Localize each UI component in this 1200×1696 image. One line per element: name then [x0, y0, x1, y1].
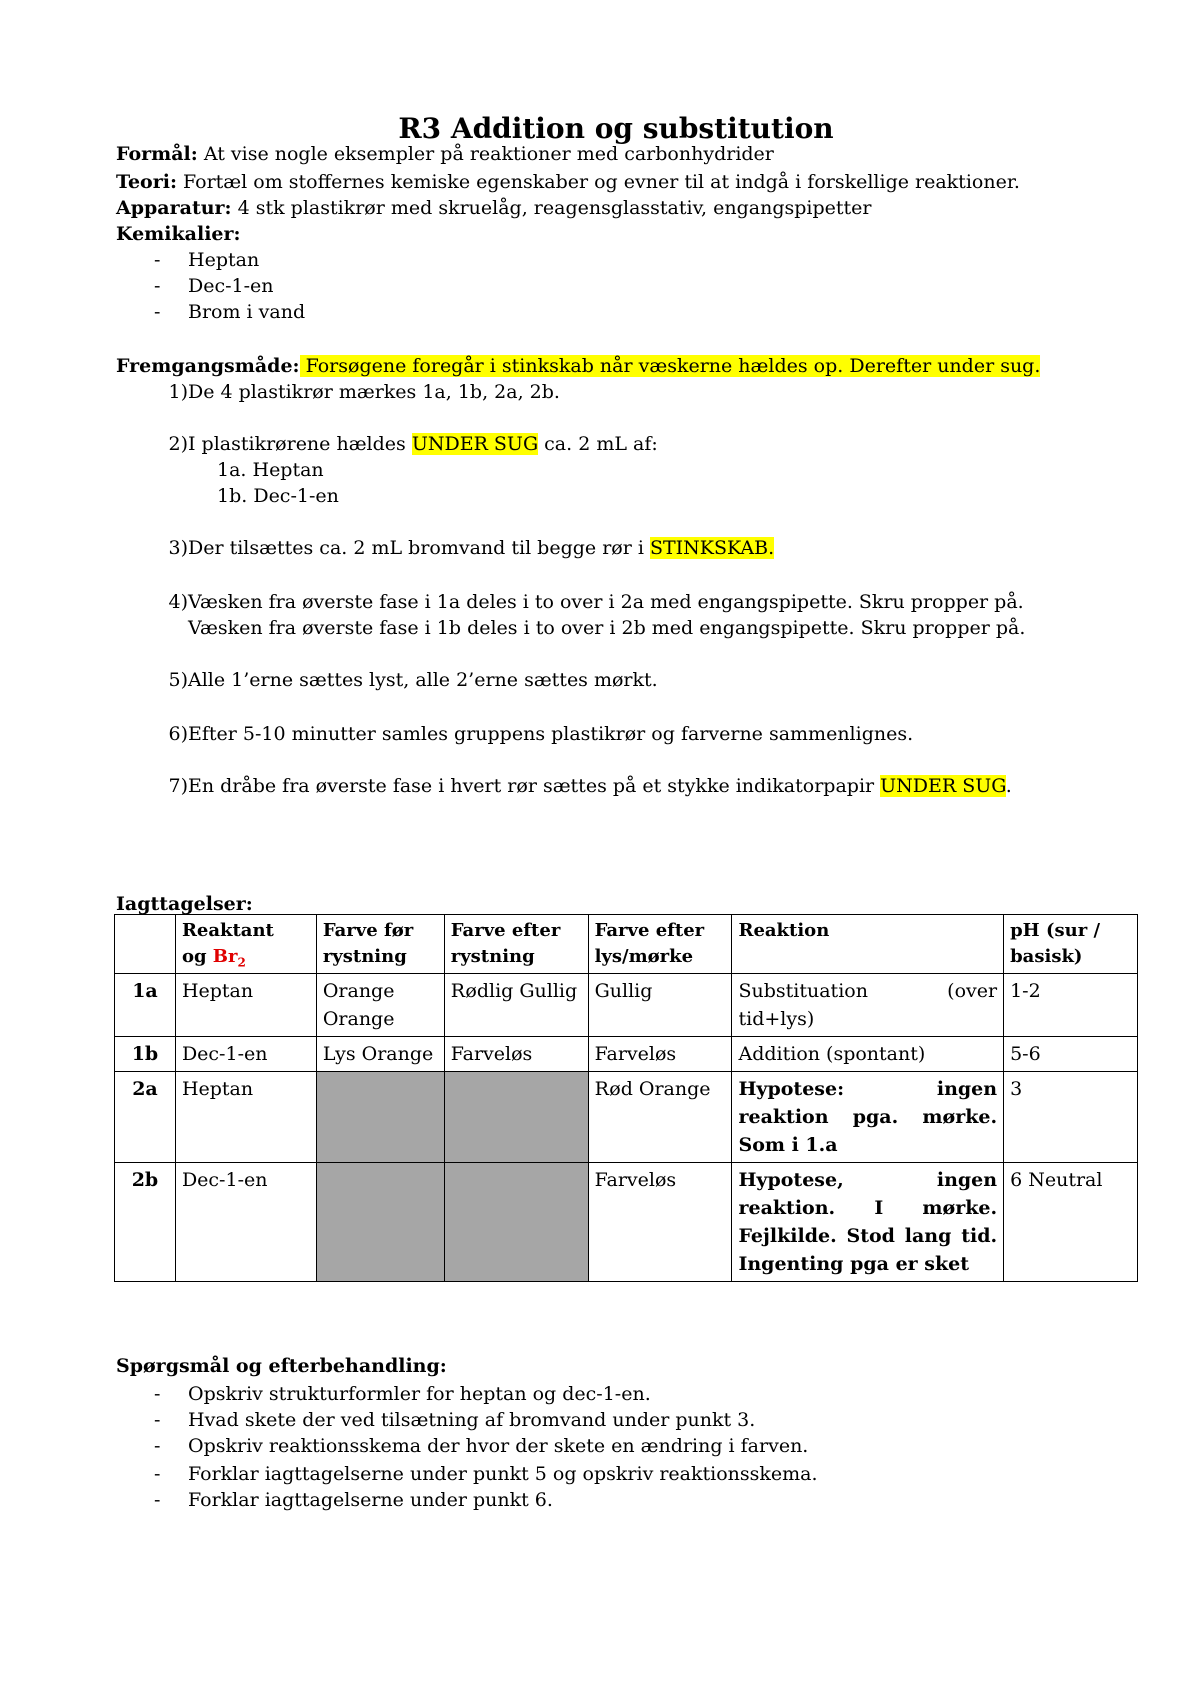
cell-farve-lys: Rød Orange	[588, 1072, 732, 1163]
cell-farve-for-shaded	[316, 1072, 444, 1163]
cell-ph: 6 Neutral	[1004, 1163, 1138, 1282]
cell-farve-efter-shaded	[444, 1163, 588, 1282]
cell-reaktant: Dec-1-en	[175, 1037, 316, 1072]
table-row	[115, 974, 1138, 1037]
header-reaktant: Reaktant og $Br_2$	[175, 915, 316, 974]
header-farve-efter: Farve efter rystning	[444, 915, 588, 974]
cell-reaktant: Heptan	[175, 1072, 316, 1163]
cell-reaktant: Dec-1-en	[175, 1163, 316, 1282]
table-header-row	[115, 915, 1138, 974]
header-farve-lys: Farve efter lys/mørke	[588, 915, 732, 974]
cell-farve-for-shaded	[316, 1163, 444, 1282]
cell-reaktion: Hypotese: ingen reaktion pga. mørke. Som i 1.a	[732, 1072, 1004, 1163]
cell-farve-lys: Farveløs	[588, 1163, 732, 1282]
cell-farve-lys: Farveløs	[588, 1037, 732, 1072]
cell-farve-lys: Gullig	[588, 974, 732, 1037]
kemikalier-heading: Kemikalier:	[116, 223, 241, 245]
cell-reaktant: Heptan	[175, 974, 316, 1037]
cell-farve-for: Orange Orange	[316, 974, 444, 1037]
step-2-sub-1b: 1b. Dec-1-en	[217, 485, 339, 507]
cell-reaktion: Hypotese, ingen reaktion. I mørke. Fejlkilde. Stod lang tid. Ingenting pga er sket	[732, 1163, 1004, 1282]
fremgangsmade-line: Fremgangsmåde: Forsøgene foregår i stinkskab når væskerne hældes op. Derefter under sug.	[116, 355, 1041, 377]
cell-ph: 1-2	[1004, 974, 1138, 1037]
step-4-line-2: Væsken fra øverste fase i 1b deles i to over i 2b med engangspipette. Skru propper på.	[188, 617, 1026, 639]
observations-table	[114, 914, 1138, 1282]
teori-line: Teori: Fortæl om stoffernes kemiske egenskaber og evner til at indgå i forskellige reaktioner.	[116, 171, 1020, 193]
table-row	[115, 1163, 1138, 1282]
cell-farve-efter-shaded	[444, 1072, 588, 1163]
cell-ph: 3	[1004, 1072, 1138, 1163]
apparatur-line: Apparatur: 4 stk plastikrør med skruelåg, reagensglasstativ, engangspipetter	[116, 197, 872, 219]
cell-reaktion: Substituation (over tid+lys)	[732, 974, 1004, 1037]
header-reaktion: Reaktion	[732, 915, 1004, 974]
iagttagelser-heading: Iagttagelser:	[116, 893, 253, 915]
row-id: 2a	[115, 1072, 176, 1163]
cell-reaktion: Addition (spontant)	[732, 1037, 1004, 1072]
questions-heading: Spørgsmål og efterbehandling:	[116, 1355, 447, 1377]
cell-farve-efter: Rødlig Gullig	[444, 974, 588, 1037]
header-ph: pH (sur / basisk)	[1004, 915, 1138, 974]
row-id: 2b	[115, 1163, 176, 1282]
cell-farve-efter: Farveløs	[444, 1037, 588, 1072]
table-row	[115, 1037, 1138, 1072]
page-title: R3 Addition og substitution	[398, 112, 834, 145]
row-id: 1b	[115, 1037, 176, 1072]
step-2-sub-1a: 1a. Heptan	[217, 459, 324, 481]
header-farve-for: Farve før rystning	[316, 915, 444, 974]
cell-farve-for: Lys Orange	[316, 1037, 444, 1072]
row-id: 1a	[115, 974, 176, 1037]
table-row	[115, 1072, 1138, 1163]
formal-line: Formål: At vise nogle eksempler på reaktioner med carbonhydrider	[116, 143, 774, 165]
cell-ph: 5-6	[1004, 1037, 1138, 1072]
